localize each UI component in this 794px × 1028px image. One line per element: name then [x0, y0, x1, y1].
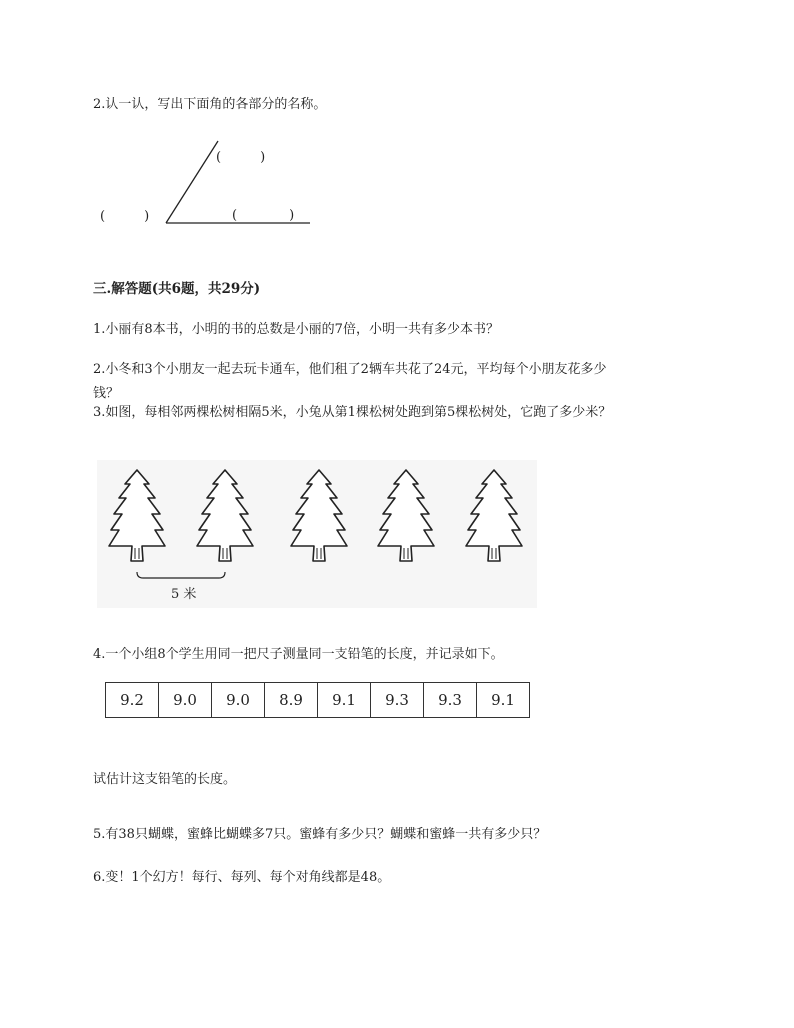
question-4-prompt: 4.一个小组8个学生用同一把尺子测量同一支铅笔的长度，并记录如下。: [93, 647, 504, 662]
table-cell: 8.9: [265, 683, 318, 718]
pine-tree-5: [466, 470, 522, 561]
question-2-prompt: 2.认一认，写出下面角的各部分的名称。: [93, 97, 327, 112]
distance-bracket: [137, 572, 225, 578]
table-cell: 9.3: [424, 683, 477, 718]
blank-edge-upper[interactable]: ( ): [216, 150, 266, 165]
section-title: 三.解答题(共6题，共29分): [93, 281, 261, 297]
table-cell: 9.2: [106, 683, 159, 718]
table-cell: 9.1: [318, 683, 371, 718]
pine-tree-3: [291, 470, 347, 561]
question-4-followup: 试估计这支铅笔的长度。: [93, 772, 237, 787]
question-2-line-2: 钱？: [93, 386, 120, 401]
table-cell: 9.0: [212, 683, 265, 718]
question-6: 6.变！1个幻方！每行、每列、每个对角线都是48。: [93, 870, 391, 885]
measurement-table: [105, 682, 530, 718]
table-cell: 9.1: [477, 683, 530, 718]
pine-tree-1: [109, 470, 165, 561]
tree-figure: [97, 460, 537, 608]
question-1: 1.小丽有8本书，小明的书的总数是小丽的7倍，小明一共有多少本书？: [93, 322, 499, 337]
table-cell: 9.0: [159, 683, 212, 718]
question-2-line-1: 2.小冬和3个小朋友一起去玩卡通车，他们租了2辆车共花了24元，平均每个小朋友花多少: [93, 362, 607, 377]
table-row: [106, 683, 530, 718]
question-3: 3.如图，每相邻两棵松树相隔5米，小兔从第1棵松树处跑到第5棵松树处，它跑了多少米？: [93, 405, 612, 420]
pine-tree-2: [197, 470, 253, 561]
table-cell: 9.3: [371, 683, 424, 718]
blank-vertex[interactable]: ( ): [100, 209, 150, 224]
blank-edge-lower[interactable]: ( ): [232, 208, 295, 223]
question-5: 5.有38只蝴蝶，蜜蜂比蝴蝶多7只。蜜蜂有多少只？蝴蝶和蜜蜂一共有多少只？: [93, 827, 547, 842]
angle-ray-upper: [166, 141, 218, 223]
pine-tree-4: [378, 470, 434, 561]
distance-label: 5 米: [171, 587, 197, 602]
